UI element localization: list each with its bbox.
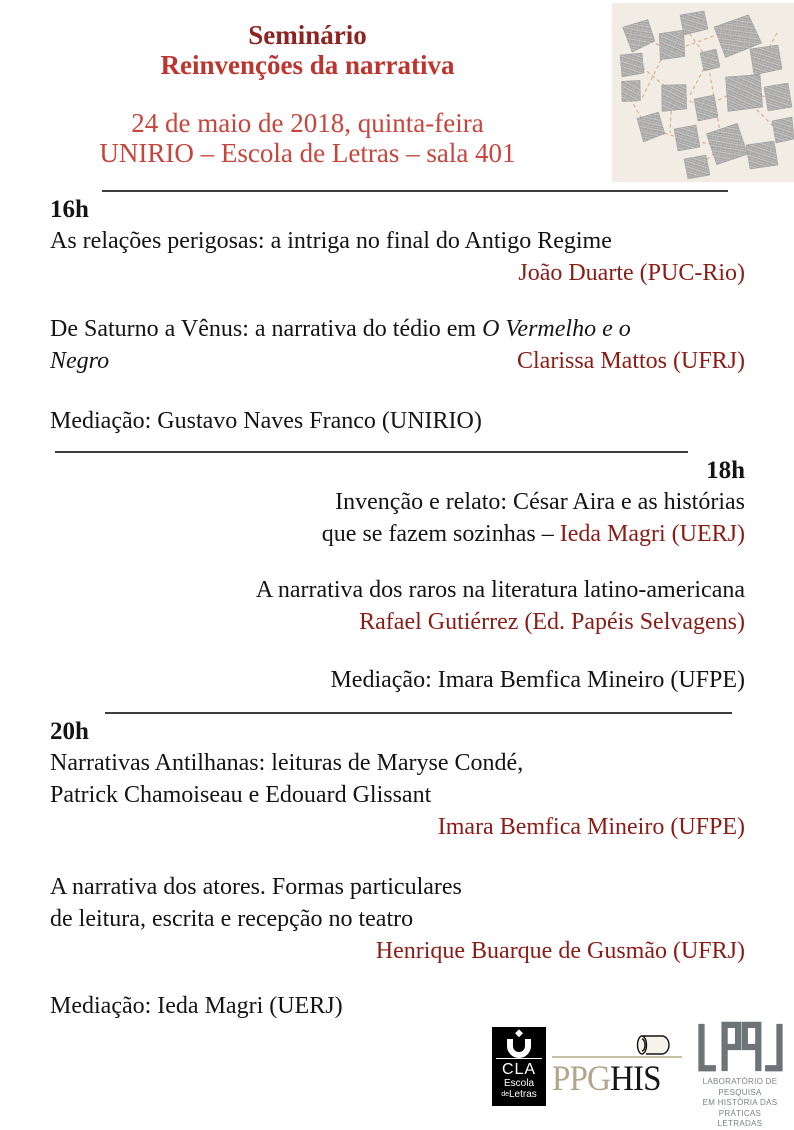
talk-title: Narrativas Antilhanas: leituras de Maryse Condé, [50,750,524,776]
unirio-symbol-icon [504,1030,534,1056]
spacer [50,967,745,990]
scroll-icon [634,1032,670,1056]
talk-title-cont: Patrick Chamoiseau e Edouard Glissant [50,782,432,808]
talk-title-cont: que se fazem sozinhas – [321,521,560,547]
talk-speaker: Ieda Magri (UERJ) [559,521,745,547]
page-subtitle: Reinvenções da narrativa [160,50,455,80]
mediation-line: Mediação: Imara Bemfica Mineiro (UFPE) [330,667,745,693]
cla-escola-de-letras-logo [492,1027,546,1106]
cla-letras: Letras [509,1089,537,1100]
talk-title-continuation-row [50,518,745,550]
header-divider [102,190,728,192]
cla-letras-label [492,1089,546,1101]
lppl-logo-glyph [694,1022,786,1074]
session-16h [50,195,745,437]
talk-title-plain: De Saturno a Vênus: a narrativa do tédio em [50,316,483,342]
event-date: 24 de maio de 2018, quinta-feira [131,108,484,138]
talk-title: Invenção e relato: César Aira e as histórias [335,489,745,515]
lppl-caption-line: LETRADAS [717,1119,763,1128]
talk-speaker: Rafael Gutiérrez (Ed. Papéis Selvagens) [359,609,745,635]
footer-logos [0,1022,794,1128]
talk-speaker: Clarissa Mattos (UFRJ) [517,348,745,374]
lppl-caption-line: LABORATÓRIO DE PESQUISA [702,1077,778,1097]
spacer [50,377,745,405]
talk-title-booktitle: O Vermelho e o [482,316,631,342]
talk-title [50,313,745,345]
header-text [50,20,565,168]
header-gap [50,80,565,108]
talk-title-continuation-row [50,345,745,377]
session-18h [50,456,745,696]
session-time: 16h [50,196,89,223]
cla-de: de [501,1091,509,1098]
ppghis-logo [552,1032,682,1105]
his-text: HIS [610,1058,661,1098]
session-divider [55,451,688,453]
cla-acronym: CLA [501,1061,537,1078]
lppl-logo [688,1022,792,1128]
session-time: 18h [706,457,745,484]
cla-logo-divider [496,1058,542,1059]
spacer [50,843,745,871]
lppl-caption-line: EM HISTÓRIA DAS PRÁTICAS [702,1098,778,1118]
header [0,0,794,190]
map-collage-artwork [612,3,794,182]
spacer [50,289,745,313]
talk-title: A narrativa dos atores. Formas particulares [50,874,462,900]
ppg-text: PPG [552,1058,611,1098]
session-time: 20h [50,718,89,745]
event-venue: UNIRIO – Escola de Letras – sala 401 [99,138,516,168]
ppghis-wordmark [552,1058,672,1098]
talk-speaker: Imara Bemfica Mineiro (UFPE) [437,814,745,840]
talk-title: As relações perigosas: a intriga no final do Antigo Regime [50,228,612,254]
talk-title-booktitle-cont: Negro [50,348,110,374]
mediation-line: Mediação: Gustavo Naves Franco (UNIRIO) [50,408,482,434]
talk-title-cont: de leitura, escrita e recepção no teatro [50,906,414,932]
session-20h [50,717,745,1022]
talk-title: A narrativa dos raros na literatura latino-americana [255,577,745,603]
mediation-line: Mediação: Ieda Magri (UERJ) [50,993,343,1019]
talk-speaker: João Duarte (PUC-Rio) [518,260,745,286]
cla-school-label: Escola [503,1078,534,1089]
talk-speaker: Henrique Buarque de Gusmão (UFRJ) [375,938,745,964]
spacer [50,550,745,574]
program-content [0,195,794,1022]
session-divider [105,712,732,714]
lppl-caption [688,1077,792,1130]
spacer [50,638,745,664]
page-title: Seminário [248,20,367,50]
